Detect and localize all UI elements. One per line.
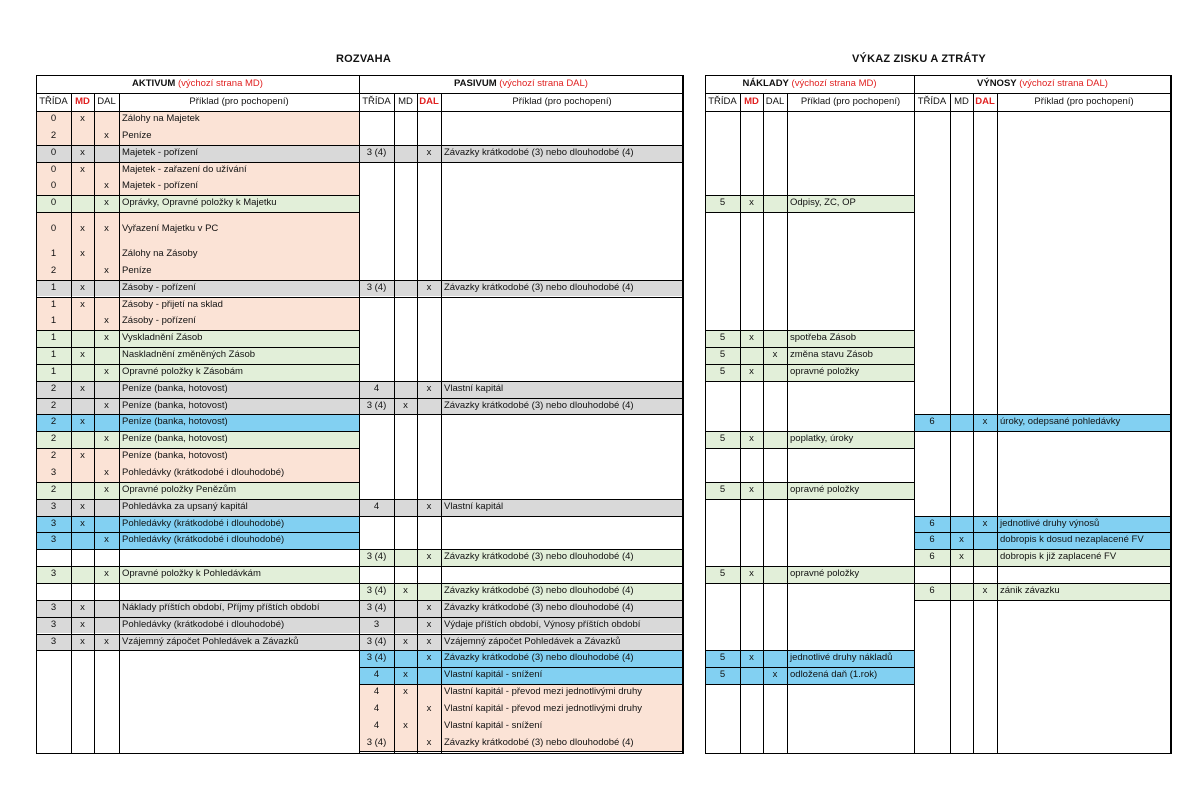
example-cell: Závazky krátkodobé (3) nebo dlouhodobé (4) bbox=[444, 601, 634, 613]
grid-line bbox=[973, 93, 974, 754]
example-cell: jednotlivé druhy výnosů bbox=[1000, 517, 1100, 529]
grid-line bbox=[359, 549, 683, 550]
grid-line bbox=[705, 381, 914, 382]
priklad-header: Příklad (pro pochopení) bbox=[189, 96, 289, 107]
md-cell: x bbox=[80, 349, 85, 361]
md-cell: x bbox=[80, 500, 85, 512]
grid-line bbox=[36, 212, 359, 213]
section-name: PASIVUM bbox=[454, 78, 497, 89]
class-cell: 0 bbox=[50, 146, 57, 158]
class-cell: 0 bbox=[50, 223, 57, 235]
grid-line bbox=[359, 162, 683, 163]
md-cell: x bbox=[403, 686, 408, 698]
grid-line bbox=[705, 431, 914, 432]
dal-cell: x bbox=[426, 551, 432, 563]
example-cell: Naskladnění změněných Zásob bbox=[122, 349, 256, 361]
grid-line bbox=[914, 431, 1171, 432]
grid-line bbox=[359, 650, 683, 651]
example-cell: Pohledávky (krátkodobé i dlouhodobé) bbox=[122, 534, 285, 546]
example-cell: Vlastní kapitál bbox=[444, 382, 504, 394]
grid-line bbox=[36, 650, 359, 651]
md-cell: x bbox=[80, 247, 85, 259]
class-cell: 1 bbox=[50, 332, 57, 344]
class-cell: 1 bbox=[50, 247, 57, 259]
example-cell: dobropis k již zaplacené FV bbox=[1000, 551, 1117, 563]
class-cell: 0 bbox=[50, 163, 57, 175]
class-cell: 2 bbox=[50, 433, 57, 445]
grid-line bbox=[441, 93, 442, 754]
md-cell: x bbox=[403, 635, 408, 647]
example-cell: Vzájemný zápočet Pohledávek a Závazků bbox=[122, 635, 299, 647]
dal-header: DAL bbox=[975, 96, 995, 107]
example-cell: Vzájemný zápočet Pohledávek a Závazků bbox=[444, 635, 621, 647]
grid-line bbox=[914, 516, 1171, 517]
grid-line bbox=[705, 75, 706, 754]
class-cell: 3 bbox=[50, 534, 57, 546]
grid-line bbox=[36, 499, 359, 500]
grid-line bbox=[705, 330, 914, 331]
class-cell: 1 bbox=[50, 365, 57, 377]
grid-line bbox=[36, 617, 359, 618]
grid-line bbox=[359, 617, 683, 618]
example-cell: spotřeba Zásob bbox=[790, 332, 857, 344]
md-cell: x bbox=[80, 450, 85, 462]
example-cell: Majetek - zařazení do užívání bbox=[122, 163, 247, 175]
example-cell: Vlastní kapitál - převod mezi jednotlivými druhy bbox=[444, 702, 643, 714]
grid-line bbox=[359, 566, 683, 567]
grid-line bbox=[705, 667, 914, 668]
class-cell: 4 bbox=[373, 702, 380, 714]
priklad-header: Příklad (pro pochopení) bbox=[800, 96, 901, 107]
md-cell: x bbox=[749, 433, 754, 445]
example-cell: Zálohy na Majetek bbox=[122, 113, 200, 124]
section-name: NÁKLADY bbox=[742, 78, 789, 89]
grid-line bbox=[705, 195, 914, 196]
grid-line bbox=[36, 195, 359, 196]
class-cell: 0 bbox=[50, 197, 57, 209]
grid-line bbox=[705, 583, 914, 584]
example-cell: Pohledávka za upsaný kapitál bbox=[122, 500, 248, 512]
grid-line bbox=[36, 516, 359, 517]
md-cell: x bbox=[749, 652, 754, 664]
grid-line bbox=[740, 93, 741, 754]
example-cell: Peníze (banka, hotovost) bbox=[122, 450, 228, 462]
grid-line bbox=[36, 364, 359, 365]
class-cell: 1 bbox=[50, 315, 57, 327]
example-cell: Opravné položky Penězům bbox=[122, 483, 237, 495]
example-cell: Majetek - pořízení bbox=[122, 180, 199, 192]
md-cell: x bbox=[403, 719, 408, 731]
md-cell: x bbox=[80, 113, 85, 124]
example-cell: Peníze bbox=[122, 129, 152, 141]
class-cell: 4 bbox=[373, 719, 380, 731]
grid-line bbox=[36, 566, 359, 567]
grid-line bbox=[359, 600, 683, 601]
dal-cell: x bbox=[426, 652, 432, 664]
md-cell: x bbox=[403, 584, 408, 596]
class-cell: 1 bbox=[50, 349, 57, 361]
grid-line bbox=[36, 162, 359, 163]
dal-header: DAL bbox=[97, 96, 116, 107]
md-cell: x bbox=[80, 618, 85, 630]
example-cell: dobropis k dosud nezaplacené FV bbox=[1000, 534, 1144, 546]
dal-cell: x bbox=[426, 635, 432, 647]
grid-line bbox=[36, 280, 359, 281]
grid-line bbox=[705, 566, 914, 567]
md-cell: x bbox=[749, 365, 754, 377]
class-cell: 4 bbox=[373, 382, 380, 394]
example-cell: úroky, odepsané pohledávky bbox=[1000, 416, 1121, 428]
md-cell: x bbox=[80, 223, 85, 235]
grid-line bbox=[705, 650, 914, 651]
example-cell: Pohledávky (krátkodobé i dlouhodobé) bbox=[122, 517, 285, 529]
example-cell: Odpisy, ZC, OP bbox=[790, 197, 856, 209]
example-cell: Vlastní kapitál bbox=[444, 500, 504, 512]
md-header: MD bbox=[398, 96, 413, 107]
class-cell: 3 bbox=[50, 500, 57, 512]
example-cell: Peníze (banka, hotovost) bbox=[122, 416, 228, 428]
trida-header: TŘÍDA bbox=[708, 96, 737, 107]
example-cell: Vlastní kapitál - snížení bbox=[444, 669, 543, 681]
class-cell: 4 bbox=[373, 669, 380, 681]
class-cell: 2 bbox=[50, 129, 57, 141]
grid-line bbox=[997, 93, 998, 754]
class-cell: 2 bbox=[50, 382, 57, 394]
class-cell: 5 bbox=[719, 365, 726, 377]
example-cell: Peníze bbox=[122, 264, 152, 276]
example-cell: Vyskladnění Zásob bbox=[122, 332, 203, 344]
class-cell: 0 bbox=[50, 180, 57, 192]
dal-cell: x bbox=[104, 467, 109, 478]
grid-line bbox=[36, 414, 359, 415]
class-cell: 6 bbox=[929, 584, 935, 596]
dal-cell: x bbox=[104, 483, 109, 495]
example-cell: Peníze (banka, hotovost) bbox=[122, 399, 228, 411]
grid-line bbox=[359, 684, 683, 685]
example-cell: Pohledávky (krátkodobé i dlouhodobé) bbox=[122, 467, 285, 478]
grid-line bbox=[36, 145, 359, 146]
grid-line bbox=[36, 549, 359, 550]
class-cell: 3 (4) bbox=[366, 635, 387, 647]
dal-cell: x bbox=[772, 349, 778, 361]
priklad-header: Příklad (pro pochopení) bbox=[1034, 96, 1134, 107]
md-cell: x bbox=[749, 483, 754, 495]
grid-line bbox=[94, 93, 95, 754]
dal-cell: x bbox=[982, 416, 988, 428]
grid-line bbox=[36, 431, 359, 432]
grid-line bbox=[705, 364, 914, 365]
dal-cell: x bbox=[104, 180, 109, 192]
class-cell: 6 bbox=[929, 551, 935, 563]
grid-line bbox=[705, 499, 914, 500]
class-cell: 3 (4) bbox=[366, 146, 387, 158]
grid-line bbox=[787, 93, 788, 754]
dal-cell: x bbox=[104, 534, 109, 546]
dal-cell: x bbox=[104, 197, 109, 209]
class-cell: 3 (4) bbox=[366, 281, 387, 293]
example-cell: opravné položky bbox=[790, 365, 860, 377]
md-cell: x bbox=[80, 281, 85, 293]
example-cell: Závazky krátkodobé (3) nebo dlouhodobé (4) bbox=[444, 736, 634, 748]
class-cell: 0 bbox=[50, 113, 57, 124]
example-cell: opravné položky bbox=[790, 568, 860, 580]
class-cell: 2 bbox=[50, 264, 57, 276]
dal-cell: x bbox=[426, 281, 432, 293]
trida-header: TŘÍDA bbox=[362, 96, 391, 107]
md-cell: x bbox=[80, 146, 85, 158]
section-note: (výchozí strana MD) bbox=[788, 78, 877, 89]
example-cell: Náklady příštích období, Příjmy příštích období bbox=[122, 601, 320, 613]
dal-cell: x bbox=[104, 264, 109, 276]
section-name: AKTIVUM bbox=[132, 78, 176, 89]
grid-line bbox=[1171, 75, 1172, 754]
example-cell: Zálohy na Zásoby bbox=[122, 247, 198, 259]
trida-header: TŘÍDA bbox=[917, 96, 947, 107]
class-cell: 5 bbox=[719, 332, 726, 344]
md-cell: x bbox=[403, 399, 408, 411]
example-cell: Opravné položky k Zásobám bbox=[122, 365, 243, 377]
class-cell: 3 bbox=[50, 618, 57, 630]
md-cell: x bbox=[80, 635, 85, 647]
grid-line bbox=[119, 93, 120, 754]
class-cell: 3 (4) bbox=[366, 601, 387, 613]
class-cell: 2 bbox=[50, 483, 57, 495]
grid-line bbox=[359, 499, 683, 500]
grid-line bbox=[914, 600, 1171, 601]
dal-cell: x bbox=[426, 736, 432, 748]
grid-line bbox=[705, 448, 914, 449]
dal-cell: x bbox=[982, 517, 988, 529]
grid-line bbox=[394, 93, 395, 754]
grid-line bbox=[705, 93, 1171, 94]
class-cell: 6 bbox=[929, 517, 935, 529]
example-cell: změna stavu Zásob bbox=[790, 349, 873, 361]
rozvaha-title: ROZVAHA bbox=[336, 53, 391, 65]
example-cell: Pohledávky (krátkodobé i dlouhodobé) bbox=[122, 618, 285, 630]
class-cell: 3 (4) bbox=[366, 551, 387, 563]
example-cell: Zásoby - pořízení bbox=[122, 281, 196, 293]
example-cell: Závazky krátkodobé (3) nebo dlouhodobé (4) bbox=[444, 551, 634, 563]
grid-line bbox=[914, 549, 1171, 550]
dal-cell: x bbox=[104, 332, 109, 344]
grid-line bbox=[36, 448, 359, 449]
grid-line bbox=[763, 93, 764, 754]
md-cell: x bbox=[749, 197, 754, 209]
class-cell: 6 bbox=[929, 416, 935, 428]
class-cell: 1 bbox=[50, 298, 57, 310]
grid-line bbox=[36, 634, 359, 635]
class-cell: 3 (4) bbox=[366, 584, 387, 596]
grid-line bbox=[950, 93, 951, 754]
example-cell: Závazky krátkodobé (3) nebo dlouhodobé (4) bbox=[444, 399, 634, 411]
md-cell: x bbox=[749, 332, 754, 344]
md-cell: x bbox=[749, 568, 754, 580]
grid-line bbox=[914, 566, 1171, 567]
class-cell: 6 bbox=[929, 534, 935, 546]
example-cell: Vlastní kapitál - převod mezi jednotlivými druhy bbox=[444, 686, 643, 698]
section-note: (výchozí strana MD) bbox=[175, 78, 263, 89]
md-cell: x bbox=[80, 416, 85, 428]
class-cell: 5 bbox=[719, 568, 726, 580]
md-cell: x bbox=[80, 517, 85, 529]
grid-line bbox=[36, 381, 359, 382]
grid-line bbox=[36, 600, 359, 601]
class-cell: 3 bbox=[50, 601, 57, 613]
class-cell: 5 bbox=[719, 197, 726, 209]
class-cell: 5 bbox=[719, 669, 726, 681]
class-cell: 4 bbox=[373, 686, 380, 698]
grid-line bbox=[705, 684, 914, 685]
vykaz-title: VÝKAZ ZISKU A ZTRÁTY bbox=[852, 53, 986, 65]
grid-line bbox=[36, 297, 359, 298]
grid-line bbox=[359, 751, 683, 752]
grid-line bbox=[359, 634, 683, 635]
class-cell: 5 bbox=[719, 652, 726, 664]
class-cell: 3 bbox=[50, 467, 57, 478]
dal-cell: x bbox=[772, 669, 778, 681]
md-cell: x bbox=[403, 669, 408, 681]
example-cell: Vyřazení Majetku v PC bbox=[122, 223, 219, 235]
example-cell: zánik závazku bbox=[1000, 584, 1060, 596]
dal-header: DAL bbox=[765, 96, 785, 107]
class-cell: 5 bbox=[719, 349, 726, 361]
dal-cell: x bbox=[426, 702, 432, 714]
md-cell: x bbox=[80, 601, 85, 613]
dal-cell: x bbox=[104, 399, 109, 411]
grid-line bbox=[914, 532, 1171, 533]
class-cell: 2 bbox=[50, 450, 57, 462]
dal-header: DAL bbox=[419, 96, 439, 107]
dal-cell: x bbox=[426, 382, 432, 394]
class-cell: 3 (4) bbox=[366, 399, 387, 411]
example-cell: opravné položky bbox=[790, 483, 860, 495]
priklad-header: Příklad (pro pochopení) bbox=[512, 96, 612, 107]
grid-line bbox=[36, 532, 359, 533]
dal-cell: x bbox=[104, 365, 109, 377]
class-cell: 3 bbox=[50, 568, 57, 580]
grid-line bbox=[36, 330, 359, 331]
class-cell: 3 bbox=[50, 517, 57, 529]
example-cell: Vlastní kapitál - snížení bbox=[444, 719, 543, 731]
class-cell: 2 bbox=[50, 399, 57, 411]
grid-line bbox=[71, 93, 72, 754]
trida-header: TŘÍDA bbox=[39, 96, 68, 107]
example-cell: odložená daň (1.rok) bbox=[790, 669, 878, 681]
md-header: MD bbox=[954, 96, 969, 107]
dal-cell: x bbox=[104, 315, 109, 327]
section-note: (výchozí strana DAL) bbox=[1016, 78, 1108, 89]
example-cell: Peníze (banka, hotovost) bbox=[122, 433, 228, 445]
grid-line bbox=[36, 583, 359, 584]
md-cell: x bbox=[80, 298, 85, 310]
dal-cell: x bbox=[426, 500, 432, 512]
grid-line bbox=[359, 398, 683, 399]
example-cell: Výdaje příštích období, Výnosy příštích období bbox=[444, 618, 641, 630]
dal-cell: x bbox=[982, 584, 988, 596]
md-cell: x bbox=[80, 382, 85, 394]
grid-line bbox=[359, 667, 683, 668]
section-note: (výchozí strana DAL) bbox=[496, 78, 588, 89]
grid-line bbox=[914, 583, 1171, 584]
example-cell: Zásoby - přijetí na sklad bbox=[122, 298, 223, 310]
class-cell: 3 bbox=[50, 635, 57, 647]
grid-line bbox=[359, 516, 683, 517]
example-cell: poplatky, úroky bbox=[790, 433, 854, 445]
example-cell: Opravné položky k Pohledávkám bbox=[122, 568, 261, 580]
example-cell: Majetek - pořízení bbox=[122, 146, 199, 158]
class-cell: 3 (4) bbox=[366, 652, 387, 664]
class-cell: 2 bbox=[50, 416, 57, 428]
dal-cell: x bbox=[426, 146, 432, 158]
class-cell: 4 bbox=[373, 500, 380, 512]
dal-cell: x bbox=[104, 223, 109, 235]
example-cell: Závazky krátkodobé (3) nebo dlouhodobé (4) bbox=[444, 584, 634, 596]
grid-line bbox=[36, 482, 359, 483]
dal-cell: x bbox=[104, 129, 109, 141]
grid-line bbox=[914, 414, 1171, 415]
dal-cell: x bbox=[104, 433, 109, 445]
example-cell: Závazky krátkodobé (3) nebo dlouhodobé (4) bbox=[444, 146, 634, 158]
class-cell: 3 (4) bbox=[366, 736, 387, 748]
class-cell: 1 bbox=[50, 281, 57, 293]
grid-line bbox=[705, 111, 1171, 112]
example-cell: Peníze (banka, hotovost) bbox=[122, 382, 228, 394]
grid-line bbox=[36, 398, 359, 399]
class-cell: 3 bbox=[373, 618, 380, 630]
example-cell: Oprávky, Opravné položky k Majetku bbox=[122, 197, 277, 209]
example-cell: Zásoby - pořízení bbox=[122, 315, 196, 327]
dal-cell: x bbox=[104, 568, 109, 580]
class-cell: 5 bbox=[719, 433, 726, 445]
md-cell: x bbox=[959, 551, 964, 563]
dal-cell: x bbox=[104, 635, 109, 647]
example-cell: Závazky krátkodobé (3) nebo dlouhodobé (4) bbox=[444, 281, 634, 293]
grid-line bbox=[359, 280, 683, 281]
md-header: MD bbox=[744, 96, 759, 107]
grid-line bbox=[359, 297, 683, 298]
grid-line bbox=[705, 347, 914, 348]
grid-line bbox=[36, 111, 359, 112]
grid-line bbox=[359, 583, 683, 584]
md-header: MD bbox=[75, 96, 90, 107]
class-cell: 5 bbox=[719, 483, 726, 495]
md-cell: x bbox=[80, 163, 85, 175]
example-cell: Závazky krátkodobé (3) nebo dlouhodobé (4) bbox=[444, 652, 634, 664]
dal-cell: x bbox=[426, 618, 432, 630]
grid-line bbox=[683, 75, 684, 754]
grid-line bbox=[359, 145, 683, 146]
dal-cell: x bbox=[426, 601, 432, 613]
grid-line bbox=[417, 93, 418, 754]
grid-line bbox=[359, 414, 683, 415]
grid-line bbox=[359, 381, 683, 382]
example-cell: jednotlivé druhy nákladů bbox=[790, 652, 893, 664]
grid-line bbox=[705, 212, 914, 213]
section-name: VÝNOSY bbox=[977, 78, 1017, 89]
grid-line bbox=[36, 347, 359, 348]
md-cell: x bbox=[959, 534, 964, 546]
grid-line bbox=[705, 482, 914, 483]
